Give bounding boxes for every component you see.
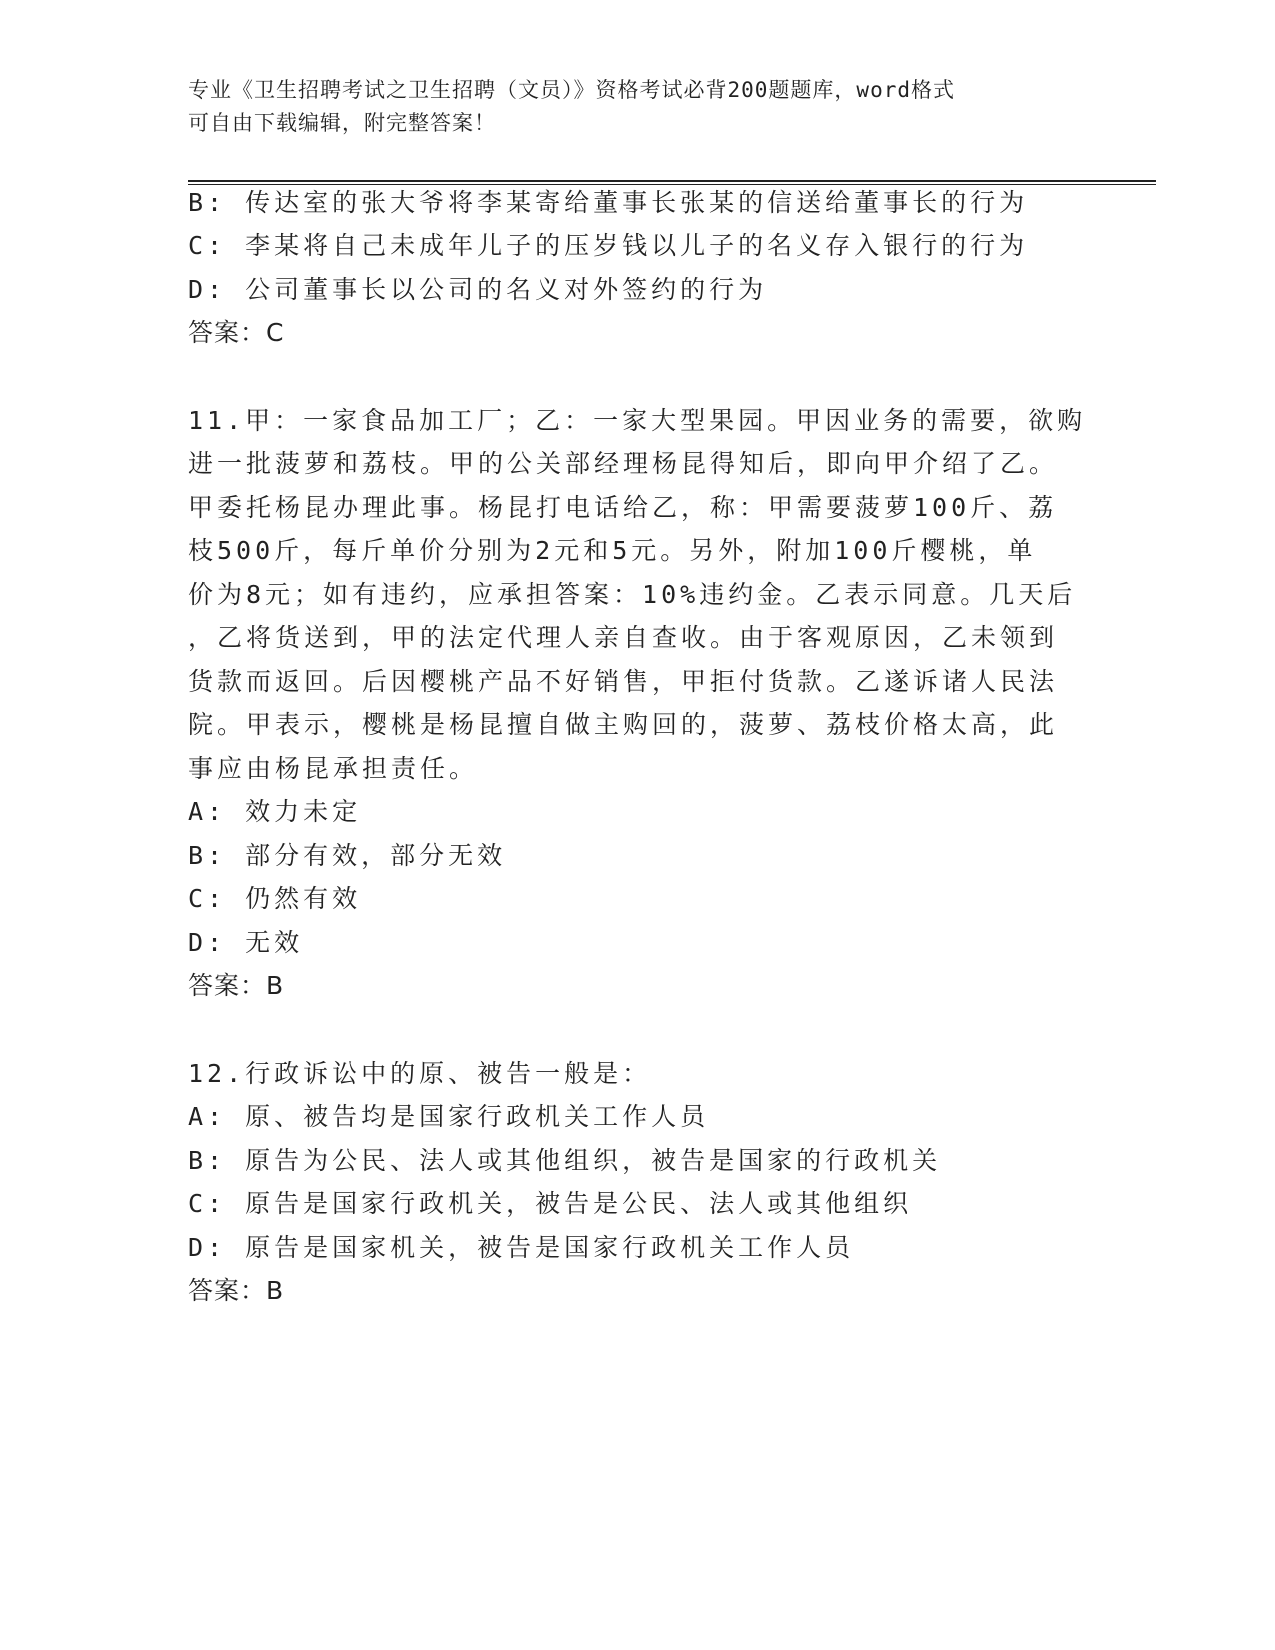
q10-answer: 答案：C bbox=[188, 318, 285, 347]
q11-option-c: C: 仍然有效 bbox=[188, 884, 362, 913]
q12-option-a: A: 原、被告均是国家行政机关工作人员 bbox=[188, 1102, 710, 1131]
q11-stem-line: 事应由杨昆承担责任。 bbox=[188, 754, 479, 783]
q11-option-b: B: 部分有效，部分无效 bbox=[188, 841, 507, 870]
q12-stem: 12.行政诉讼中的原、被告一般是： bbox=[188, 1059, 652, 1088]
q11-option-a: A: 效力未定 bbox=[188, 797, 362, 826]
q11-stem-line: 价为8元；如有违约，应承担答案：10%违约金。乙表示同意。几天后 bbox=[188, 580, 1077, 609]
q10-option-c: C: 李某将自己未成年儿子的压岁钱以儿子的名义存入银行的行为 bbox=[188, 231, 1029, 260]
header-title-line-1: 专业《卫生招聘考试之卫生招聘（文员）》资格考试必背200题题库，word格式 bbox=[188, 78, 955, 102]
q10-option-b: B: 传达室的张大爷将李某寄给董事长张某的信送给董事长的行为 bbox=[188, 188, 1029, 217]
q11-stem-line: 甲委托杨昆办理此事。杨昆打电话给乙，称：甲需要菠萝100斤、荔 bbox=[188, 493, 1058, 522]
q11-stem-line: 院。甲表示，樱桃是杨昆擅自做主购回的，菠萝、荔枝价格太高，此 bbox=[188, 710, 1059, 739]
q12-option-d: D: 原告是国家机关，被告是国家行政机关工作人员 bbox=[188, 1233, 855, 1262]
q11-option-d: D: 无效 bbox=[188, 928, 304, 957]
document-header bbox=[188, 74, 1088, 140]
q11-stem-line: 货款而返回。后因樱桃产品不好销售，甲拒付货款。乙遂诉诸人民法 bbox=[188, 667, 1059, 696]
q12-option-b: B: 原告为公民、法人或其他组织，被告是国家的行政机关 bbox=[188, 1146, 942, 1175]
header-divider bbox=[188, 180, 1156, 185]
q10-option-d: D: 公司董事长以公司的名义对外签约的行为 bbox=[188, 275, 768, 304]
q12-answer: 答案：B bbox=[188, 1276, 285, 1305]
header-title-line-2: 可自由下载编辑，附完整答案！ bbox=[188, 111, 496, 135]
q11-stem-line: 进一批菠萝和荔枝。甲的公关部经理杨昆得知后，即向甲介绍了乙。 bbox=[188, 449, 1059, 478]
q11-stem-line: 枝500斤，每斤单价分别为2元和5元。另外，附加100斤樱桃，单 bbox=[188, 536, 1037, 565]
q11-answer: 答案：B bbox=[188, 971, 285, 1000]
q11-stem-line: ，乙将货送到，甲的法定代理人亲自查收。由于客观原因，乙未领到 bbox=[188, 623, 1059, 652]
q11-stem-line: 11.甲：一家食品加工厂；乙：一家大型果园。甲因业务的需要，欲购 bbox=[188, 406, 1087, 435]
q12-option-c: C: 原告是国家行政机关，被告是公民、法人或其他组织 bbox=[188, 1189, 913, 1218]
